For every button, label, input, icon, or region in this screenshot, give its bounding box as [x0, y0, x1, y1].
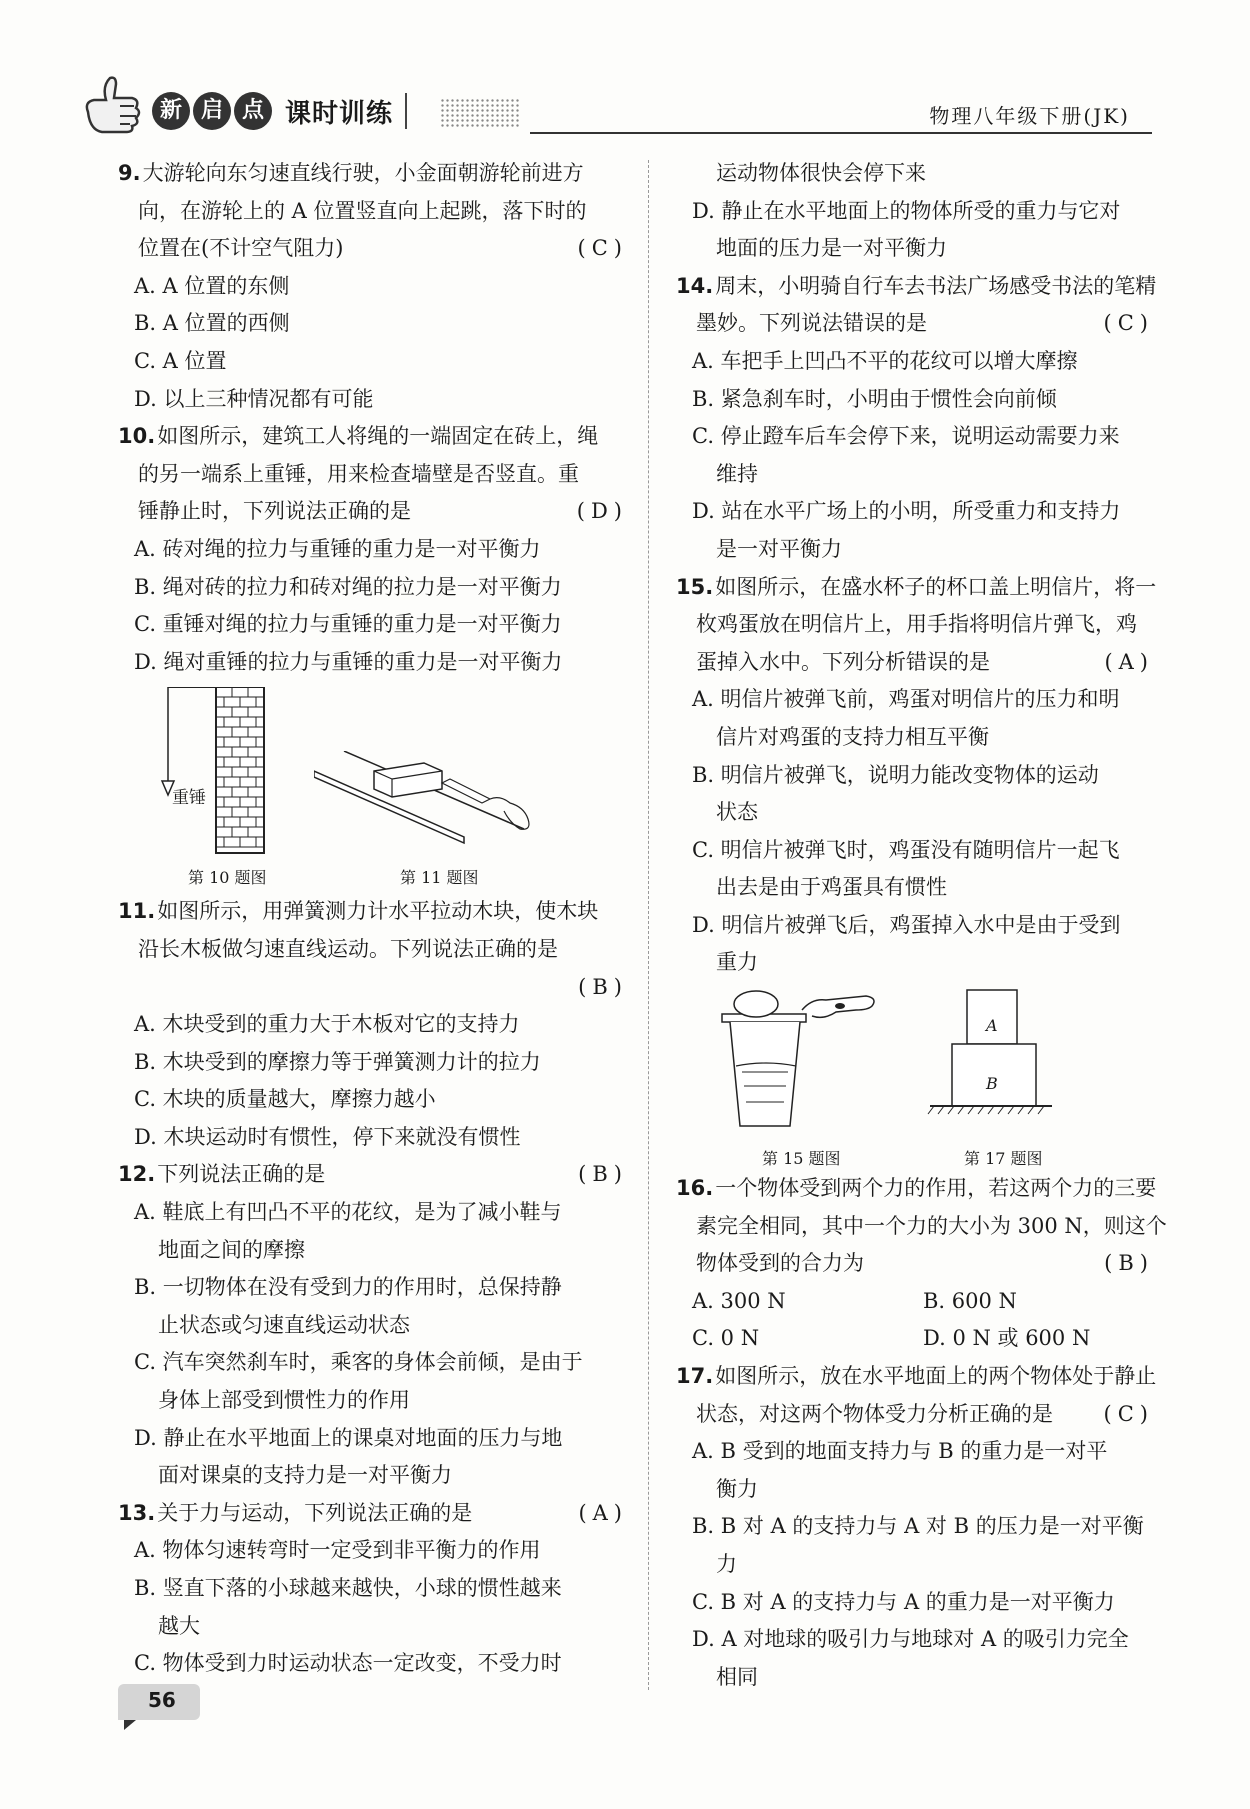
- line-text: 状态，对这两个物体受力分析正确的是: [696, 1401, 1053, 1426]
- figure-10-caption: 第 10 题图: [188, 868, 267, 888]
- line-text: 一个物体受到两个力的作用，若这两个力的三要: [715, 1176, 1157, 1201]
- figure-17-caption: 第 17 题图: [964, 1149, 1043, 1169]
- line-text: 地面之间的摩擦: [158, 1237, 305, 1262]
- question-number: 10.: [118, 424, 156, 449]
- line-text: C. 木块的质量越大，摩擦力越小: [134, 1087, 436, 1112]
- question-line: [118, 1495, 628, 1533]
- line-text: 位置在(不计空气阻力): [138, 236, 344, 261]
- option-line: [676, 155, 1154, 193]
- block-b-label: B: [986, 1074, 998, 1094]
- dot-pattern: [440, 98, 520, 128]
- answer-mark: (A): [1104, 649, 1154, 674]
- line-text: B. 竖直下落的小球越来越快，小球的惯性越来: [134, 1576, 562, 1600]
- line-text: 相同: [716, 1664, 758, 1689]
- answer-mark: (B): [1104, 1251, 1154, 1276]
- option-line: [118, 1457, 628, 1495]
- line-text: 素完全相同，其中一个力的大小为 300 N，则这个: [696, 1213, 1167, 1238]
- line-text: 如图所示，在盛水杯子的杯口盖上明信片，将一: [715, 574, 1157, 599]
- line-text: 墨妙。下列说法错误的是: [696, 311, 927, 336]
- line-text: D. 静止在水平地面上的物体所受的重力与它对: [692, 198, 1121, 223]
- question-number: 17.: [676, 1364, 714, 1389]
- question-text-line: [118, 230, 628, 268]
- option-line: [118, 606, 628, 644]
- option-line: [676, 531, 1154, 569]
- question-text-line: [676, 644, 1154, 682]
- brand-subtitle: 课时训练: [285, 98, 394, 129]
- brand: [152, 92, 407, 130]
- right-column: [676, 155, 1167, 1696]
- option-line: [676, 1621, 1154, 1659]
- thumbs-up-icon: [80, 72, 152, 136]
- option-line: [676, 907, 1154, 945]
- line-text: 运动物体很快会停下来: [716, 161, 926, 185]
- line-text: B. A 位置的西侧: [134, 311, 290, 336]
- line-text: D. 静止在水平地面上的课桌对地面的压力与地: [134, 1425, 563, 1450]
- option-line: [118, 343, 628, 381]
- option-line: [676, 944, 1154, 982]
- figure-15-drawing: [716, 986, 896, 1136]
- option-text: A. 300 N: [692, 1288, 786, 1313]
- option-line: [118, 1420, 628, 1458]
- option-line: [118, 1608, 628, 1646]
- option-text: D. 0 N 或 600 N: [923, 1326, 1091, 1351]
- line-text: 出去是由于鸡蛋具有惯性: [716, 875, 947, 900]
- option-line: [676, 193, 1154, 231]
- line-text: A. 车把手上凹凸不平的花纹可以增大摩擦: [692, 348, 1078, 373]
- block-a-label: A: [986, 1016, 998, 1036]
- option-line: [676, 1471, 1154, 1509]
- line-text: C. 停止蹬车后车会停下来，说明运动需要力来: [692, 424, 1120, 449]
- line-text: C. 汽车突然刹车时，乘客的身体会前倾，是由于: [134, 1350, 583, 1375]
- option-line: [118, 1194, 628, 1232]
- line-text: 维持: [716, 461, 758, 486]
- question-number: 14.: [676, 273, 714, 298]
- line-text: B. 紧急刹车时，小明由于惯性会向前倾: [692, 386, 1057, 411]
- header: [80, 62, 1150, 140]
- answer-mark: (B): [578, 974, 628, 999]
- header-separator: [405, 93, 407, 129]
- line-text: 周末，小明骑自行车去书法广场感受书法的笔精: [715, 273, 1157, 298]
- line-text: A. 物体匀速转弯时一定受到非平衡力的作用: [134, 1538, 541, 1563]
- left-column: [118, 155, 628, 1683]
- line-text: 状态: [716, 800, 758, 825]
- column-divider: [648, 160, 650, 1690]
- option-line: [118, 1044, 628, 1082]
- line-text: 沿长木板做匀速直线运动。下列说法正确的是: [138, 936, 558, 961]
- line-text: A. 木块受到的重力大于木板对它的支持力: [134, 1012, 520, 1037]
- question-line: [676, 569, 1157, 607]
- line-text: 信片对鸡蛋的支持力相互平衡: [716, 724, 989, 749]
- figure-17-drawing: [926, 988, 1056, 1138]
- line-text: 越大: [158, 1613, 200, 1638]
- line-text: D. A 对地球的吸引力与地球对 A 的吸引力完全: [692, 1627, 1129, 1652]
- question-text-line: [676, 1245, 1154, 1283]
- question-line: [676, 268, 1157, 306]
- option-line: [676, 1546, 1154, 1584]
- line-text: 如图所示，放在水平地面上的两个物体处于静止: [715, 1364, 1157, 1389]
- line-text: 大游轮向东匀速直线行驶，小金面朝游轮前进方: [142, 161, 584, 185]
- question-line: [118, 155, 628, 193]
- line-text: C. 明信片被弹飞时，鸡蛋没有随明信片一起飞: [692, 837, 1120, 862]
- answer-mark: (B): [578, 1162, 628, 1187]
- option-line: [676, 832, 1154, 870]
- answer-mark: (C): [1103, 311, 1154, 336]
- line-text: C. A 位置: [134, 348, 227, 373]
- question-text-line: [118, 969, 628, 1007]
- option-line: [676, 681, 1154, 719]
- line-text: 衡力: [716, 1476, 758, 1501]
- line-text: 关于力与运动，下列说法正确的是: [157, 1500, 473, 1525]
- line-text: 蛋掉入水中。下列分析错误的是: [696, 649, 990, 674]
- question-text-line: [118, 456, 628, 494]
- option-line: [118, 569, 628, 607]
- option-line: [118, 1119, 628, 1157]
- question-line: [118, 1156, 628, 1194]
- option-line: [676, 456, 1154, 494]
- option-line: [676, 493, 1154, 531]
- line-text: C. B 对 A 的支持力与 A 的重力是一对平衡力: [692, 1589, 1115, 1614]
- line-text: 面对课桌的支持力是一对平衡力: [158, 1463, 452, 1488]
- option-line: [118, 268, 628, 306]
- line-text: 止状态或匀速直线运动状态: [158, 1312, 410, 1337]
- answer-mark: (C): [1103, 1401, 1154, 1426]
- line-text: A. B 受到的地面支持力与 B 的重力是一对平: [692, 1439, 1108, 1464]
- option-line: [118, 1570, 628, 1608]
- line-text: D. 站在水平广场上的小明，所受重力和支持力: [692, 499, 1121, 524]
- line-text: A. 砖对绳的拉力与重锤的重力是一对平衡力: [134, 536, 541, 561]
- subject-label: 物理八年级下册(JK): [929, 104, 1130, 128]
- line-text: B. 木块受到的摩擦力等于弹簧测力计的拉力: [134, 1049, 541, 1074]
- figure-10-drawing: [148, 687, 268, 857]
- question-number: 11.: [118, 899, 156, 924]
- question-line: [676, 1358, 1157, 1396]
- option-line: [118, 1269, 628, 1307]
- question-text-line: [676, 1396, 1154, 1434]
- question-text-line: [118, 931, 628, 969]
- question-number: 13.: [118, 1500, 156, 1525]
- option-pair-line: [676, 1283, 1154, 1321]
- option-text: C. 0 N: [692, 1326, 760, 1351]
- line-text: 物体受到的合力为: [696, 1251, 864, 1276]
- question-text-line: [118, 193, 628, 231]
- page-number-tab: [118, 1684, 200, 1720]
- option-line: [118, 1532, 628, 1570]
- line-text: 身体上部受到惯性力的作用: [158, 1388, 410, 1413]
- line-text: C. 物体受到力时运动状态一定改变，不受力时: [134, 1651, 562, 1676]
- option-line: [118, 1081, 628, 1119]
- line-text: 是一对平衡力: [716, 536, 842, 561]
- option-line: [676, 869, 1154, 907]
- line-text: 地面的压力是一对平衡力: [716, 236, 947, 261]
- option-line: [676, 1508, 1154, 1546]
- option-line: [118, 381, 628, 419]
- question-text-line: [118, 493, 628, 531]
- line-text: A. A 位置的东侧: [134, 273, 290, 298]
- option-line: [676, 230, 1154, 268]
- line-text: D. 木块运动时有惯性，停下来就没有惯性: [134, 1124, 521, 1149]
- option-line: [118, 1645, 628, 1683]
- question-number: 12.: [118, 1162, 156, 1187]
- option-line: [118, 1006, 628, 1044]
- option-line: [118, 1382, 628, 1420]
- question-number: 16.: [676, 1176, 714, 1201]
- question-text-line: [676, 606, 1154, 644]
- option-line: [676, 757, 1154, 795]
- line-text: 如图所示，建筑工人将绳的一端固定在砖上，绳: [157, 424, 599, 449]
- figure-11-caption: 第 11 题图: [400, 868, 479, 888]
- question-text-line: [676, 305, 1154, 343]
- option-line: [118, 1344, 628, 1382]
- line-text: 如图所示，用弹簧测力计水平拉动木块，使木块: [157, 899, 599, 924]
- answer-mark: (D): [576, 499, 628, 524]
- question-line: [676, 1170, 1157, 1208]
- line-text: 枚鸡蛋放在明信片上，用手指将明信片弹飞，鸡: [696, 612, 1137, 637]
- question-line: [118, 418, 628, 456]
- figure-10-11: [118, 681, 628, 893]
- question-text-line: [676, 1208, 1167, 1246]
- line-text: 下列说法正确的是: [157, 1162, 326, 1187]
- answer-mark: (A): [578, 1500, 628, 1525]
- line-text: D. 明信片被弹飞后，鸡蛋掉入水中是由于受到: [692, 912, 1121, 937]
- hammer-label: 重锤: [172, 788, 206, 809]
- option-line: [676, 1659, 1154, 1697]
- figure-15-17: [676, 982, 1154, 1170]
- question-line: [118, 893, 628, 931]
- page-number: 56: [148, 1688, 176, 1712]
- option-line: [118, 305, 628, 343]
- line-text: B. 明信片被弹飞，说明力能改变物体的运动: [692, 762, 1099, 787]
- option-line: [676, 343, 1154, 381]
- line-text: 重力: [716, 950, 758, 975]
- option-pair-line: [676, 1320, 1154, 1358]
- question-number: 15.: [676, 574, 714, 599]
- option-text: B. 600 N: [923, 1288, 1017, 1313]
- line-text: B. B 对 A 的支持力与 A 对 B 的压力是一对平衡: [692, 1514, 1144, 1539]
- line-text: D. 绳对重锤的拉力与重锤的重力是一对平衡力: [134, 649, 563, 674]
- brand-char-1: 新: [152, 92, 190, 130]
- line-text: B. 一切物体在没有受到力的作用时，总保持静: [134, 1275, 562, 1300]
- option-line: [118, 1307, 628, 1345]
- line-text: B. 绳对砖的拉力和砖对绳的拉力是一对平衡力: [134, 574, 562, 599]
- option-line: [676, 418, 1154, 456]
- option-line: [676, 1584, 1154, 1622]
- line-text: 力: [716, 1552, 737, 1576]
- question-number: 9.: [118, 161, 141, 185]
- option-line: [676, 719, 1154, 757]
- header-rule: [530, 132, 1152, 134]
- option-line: [118, 1232, 628, 1270]
- line-text: 向，在游轮上的 A 位置竖直向上起跳，落下时的: [138, 198, 587, 223]
- option-line: [118, 531, 628, 569]
- line-text: D. 以上三种情况都有可能: [134, 386, 374, 411]
- line-text: 的另一端系上重锤，用来检查墙壁是否竖直。重: [138, 461, 579, 486]
- option-line: [676, 381, 1154, 419]
- brand-char-3: 点: [234, 92, 272, 130]
- option-line: [676, 794, 1154, 832]
- figure-15-caption: 第 15 题图: [762, 1149, 841, 1169]
- option-line: [118, 644, 628, 682]
- option-line: [676, 1433, 1154, 1471]
- line-text: 锤静止时，下列说法正确的是: [138, 499, 411, 524]
- answer-mark: (C): [577, 236, 628, 261]
- line-text: C. 重锤对绳的拉力与重锤的重力是一对平衡力: [134, 612, 562, 637]
- line-text: A. 明信片被弹飞前，鸡蛋对明信片的压力和明: [692, 687, 1120, 712]
- brand-char-2: 启: [193, 92, 231, 130]
- line-text: A. 鞋底上有凹凸不平的花纹，是为了减小鞋与: [134, 1200, 562, 1225]
- figure-11-drawing: [314, 751, 554, 861]
